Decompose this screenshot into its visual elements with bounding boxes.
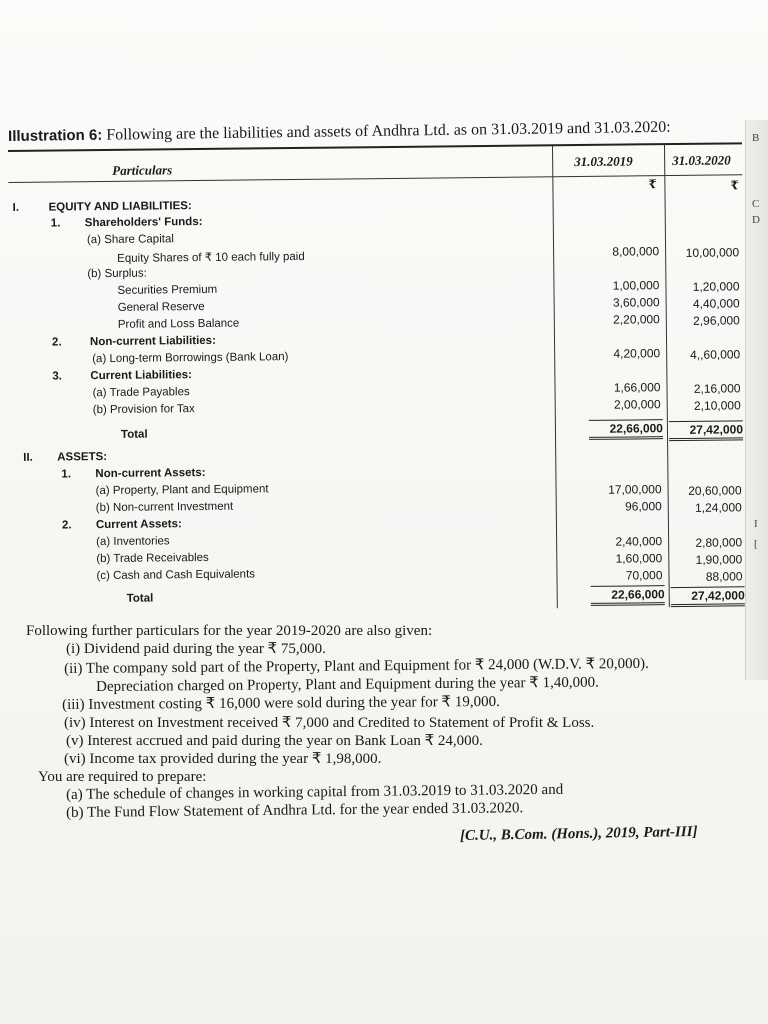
group-number: 1. bbox=[61, 468, 72, 481]
col-header-particulars: Particulars bbox=[112, 162, 173, 178]
total-2019: 22,66,000 bbox=[591, 585, 665, 606]
value-2019: 2,00,000 bbox=[613, 397, 661, 412]
exam-citation: [C.U., B.Com. (Hons.), 2019, Part-III] bbox=[459, 823, 698, 845]
section-number: I. bbox=[12, 201, 20, 214]
value-2019: 1,60,000 bbox=[615, 551, 663, 566]
total-label: Total bbox=[120, 428, 148, 441]
row-label: Equity Shares of ₹ 10 each fully paid bbox=[117, 250, 305, 265]
note-item: (i) Dividend paid during the year ₹ 75,000. bbox=[66, 641, 326, 657]
total-2020: 27,42,000 bbox=[671, 586, 745, 607]
group-title: Current Liabilities: bbox=[90, 369, 193, 383]
value-2019: 1,66,000 bbox=[613, 380, 661, 395]
row-label: (b) Provision for Tax bbox=[92, 403, 195, 417]
col-header-2020: 31.03.2020 bbox=[672, 152, 731, 169]
value-2019: 96,000 bbox=[624, 499, 662, 514]
note-item: (iv) Interest on Investment received ₹ 7,000 and Credited to Statement of Profit & Loss. bbox=[64, 715, 595, 731]
row-label: Securities Premium bbox=[117, 283, 218, 297]
total-label: Total bbox=[126, 592, 154, 605]
group-title: Non-current Assets: bbox=[95, 466, 206, 481]
group-number: 3. bbox=[52, 370, 63, 383]
row-label: (c) Cash and Cash Equivalents bbox=[96, 568, 256, 583]
row-label: (a) Share Capital bbox=[86, 233, 174, 247]
edge-char: D bbox=[752, 214, 760, 226]
value-2020: 10,00,000 bbox=[685, 245, 740, 260]
illustration-heading bbox=[8, 118, 748, 146]
value-2019: 17,00,000 bbox=[608, 482, 662, 497]
row-label: (a) Trade Payables bbox=[92, 386, 190, 400]
row-label: General Reserve bbox=[117, 300, 205, 314]
adjacent-page-edge bbox=[745, 120, 768, 680]
value-2020: 2,10,000 bbox=[693, 398, 741, 413]
value-2020: 1,24,000 bbox=[694, 500, 742, 515]
section-title-assets: ASSETS: bbox=[57, 450, 108, 464]
note-item: (iii) Investment costing ₹ 16,000 were sold during the year for ₹ 19,000. bbox=[62, 693, 500, 713]
value-2020: 20,60,000 bbox=[688, 483, 742, 498]
group-title: Shareholders' Funds: bbox=[84, 215, 203, 230]
edge-char: C bbox=[752, 198, 760, 210]
note-item: (ii) The company sold part of the Property, Plant and Equipment for ₹ 24,000 (W.D.V. ₹ 20,000). bbox=[64, 655, 649, 677]
value-2019: 70,000 bbox=[625, 568, 663, 583]
note-item: (vi) Income tax provided during the year ₹ 1,98,000. bbox=[64, 751, 382, 767]
section-title-liabilities: EQUITY AND LIABILITIES: bbox=[48, 200, 192, 214]
value-2020: 88,000 bbox=[705, 569, 743, 584]
group-number: 1. bbox=[50, 217, 61, 230]
currency-2020: ₹ bbox=[730, 178, 739, 193]
value-2020: 2,96,000 bbox=[693, 313, 740, 328]
row-label: (b) Non-current Investment bbox=[95, 500, 234, 515]
value-2020: 4,,60,000 bbox=[690, 347, 741, 362]
value-2020: 2,80,000 bbox=[695, 535, 743, 550]
total-2019: 22,66,000 bbox=[589, 419, 663, 440]
edge-char: [ bbox=[754, 538, 758, 550]
value-2020: 4,40,000 bbox=[692, 296, 740, 311]
note-item-continued: Depreciation charged on Property, Plant and Equipment during the year ₹ 1,40,000. bbox=[96, 674, 599, 695]
value-2019: 1,00,000 bbox=[612, 278, 660, 293]
row-label: (b) Trade Receivables bbox=[96, 551, 209, 566]
edge-char: B bbox=[752, 132, 760, 144]
group-title: Current Assets: bbox=[95, 518, 182, 532]
notes-intro: Following further particulars for the year 2019-2020 are also given: bbox=[26, 623, 433, 639]
task-item: (a) The schedule of changes in working capital from 31.03.2019 to 31.03.2020 and bbox=[66, 781, 564, 803]
col-header-2019: 31.03.2019 bbox=[574, 153, 633, 170]
value-2019: 2,40,000 bbox=[615, 534, 663, 549]
illustration-label: Illustration 6: bbox=[8, 126, 103, 145]
total-2020: 27,42,000 bbox=[669, 420, 743, 441]
group-number: 2. bbox=[51, 336, 62, 349]
column-divider bbox=[664, 143, 670, 607]
value-2019: 3,60,000 bbox=[612, 295, 660, 310]
group-title: Non-current Liabilities: bbox=[89, 334, 216, 349]
value-2019: 4,20,000 bbox=[613, 346, 661, 361]
row-label: Profit and Loss Balance bbox=[117, 317, 240, 331]
row-label: (a) Property, Plant and Equipment bbox=[95, 483, 269, 498]
edge-char: I bbox=[754, 518, 758, 530]
row-label: (b) Surplus: bbox=[87, 267, 147, 281]
required-heading: You are required to prepare: bbox=[38, 769, 207, 785]
task-item: (b) The Fund Flow Statement of Andhra Ltd. for the year ended 31.03.2020. bbox=[66, 800, 524, 821]
column-divider bbox=[552, 144, 558, 608]
group-number: 2. bbox=[61, 519, 72, 532]
section-number: II. bbox=[23, 451, 33, 464]
value-2020: 2,16,000 bbox=[693, 381, 741, 396]
currency-2019: ₹ bbox=[648, 177, 657, 192]
illustration-text: Following are the liabilities and assets of Andhra Ltd. as on 31.03.2019 and 31.03.2020: bbox=[106, 118, 671, 144]
row-label: (a) Inventories bbox=[96, 535, 170, 549]
note-item: (v) Interest accrued and paid during the year on Bank Loan ₹ 24,000. bbox=[66, 733, 483, 749]
balance-sheet-table bbox=[8, 142, 747, 614]
row-label: (a) Long-term Borrowings (Bank Loan) bbox=[92, 351, 289, 366]
value-2019: 8,00,000 bbox=[612, 244, 660, 259]
value-2020: 1,90,000 bbox=[695, 552, 743, 567]
value-2020: 1,20,000 bbox=[692, 279, 740, 294]
value-2019: 2,20,000 bbox=[613, 312, 660, 327]
